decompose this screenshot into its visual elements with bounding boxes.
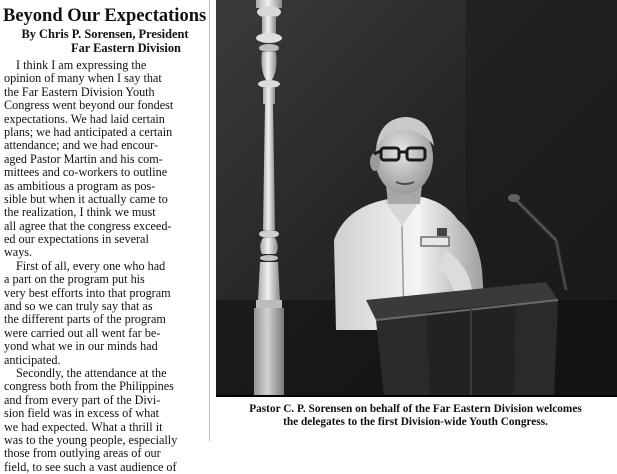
body-line: mittees and co-workers to outline [4,165,168,180]
body-line: field, to see such a vast audience of [4,459,177,474]
body-line: anticipated. [4,352,61,367]
body-line: were carried out all went far be- [4,325,161,340]
body-line: the realization, I think we must [4,205,156,220]
body-line: congress both from the Philippines [4,379,174,394]
body-line: aged Pastor Martin and his com- [4,151,163,166]
body-line: and so we can truly say that as [4,299,153,314]
body-line: those from outlying areas of our [4,446,161,461]
body-line: opinion of many when I say that [4,71,162,86]
body-line: plans; we had anticipated a certain [4,124,173,139]
body-line: yond what we in our minds had [4,339,158,354]
body-line: as ambitious a program as pos- [4,178,156,193]
body-line: ways. [4,245,33,260]
body-line: a part on the program put his [4,272,145,287]
article-column [0,0,207,474]
body-line: Congress went beyond our fondest [4,98,174,113]
article-byline [3,28,207,55]
lectern [366,282,558,397]
body-line: was to the young people, especially [4,432,178,447]
article-headline: Beyond Our Expectations [3,6,207,26]
body-line: I think I am expressing the [16,58,147,72]
body-line: Secondly, the attendance at the [16,365,167,380]
byline-organization: Far Eastern Division [71,40,181,55]
body-line: ed our expectations in several [4,232,149,247]
body-line: we had expected. What a thrill it [4,419,163,434]
article-body [4,59,207,474]
body-line: First of all, every one who had [16,258,166,273]
caption-line: the delegates to the first Division-wide Youth Congress. [283,416,548,429]
column-divider [209,0,210,441]
caption-line: Pastor C. P. Sorensen on behalf of the Far Eastern Division welcomes [249,403,582,415]
body-line: sion field was in excess of what [4,406,160,421]
body-line: sible but when it actually came to [4,191,168,206]
body-line: the different parts of the program [4,312,166,327]
byline-author: By Chris P. Sorensen, President [21,27,189,41]
body-line: expectations. We had laid certain [4,111,165,126]
speaker-photo [216,0,617,397]
body-line: the Far Eastern Division Youth [4,84,155,99]
photo-caption [214,403,617,430]
body-line: all agree that the congress exceed- [4,218,172,233]
body-line: attendance; and we had encour- [4,138,159,153]
body-line: and from every part of the Divi- [4,392,161,407]
body-line: very best efforts into that program [4,285,171,300]
